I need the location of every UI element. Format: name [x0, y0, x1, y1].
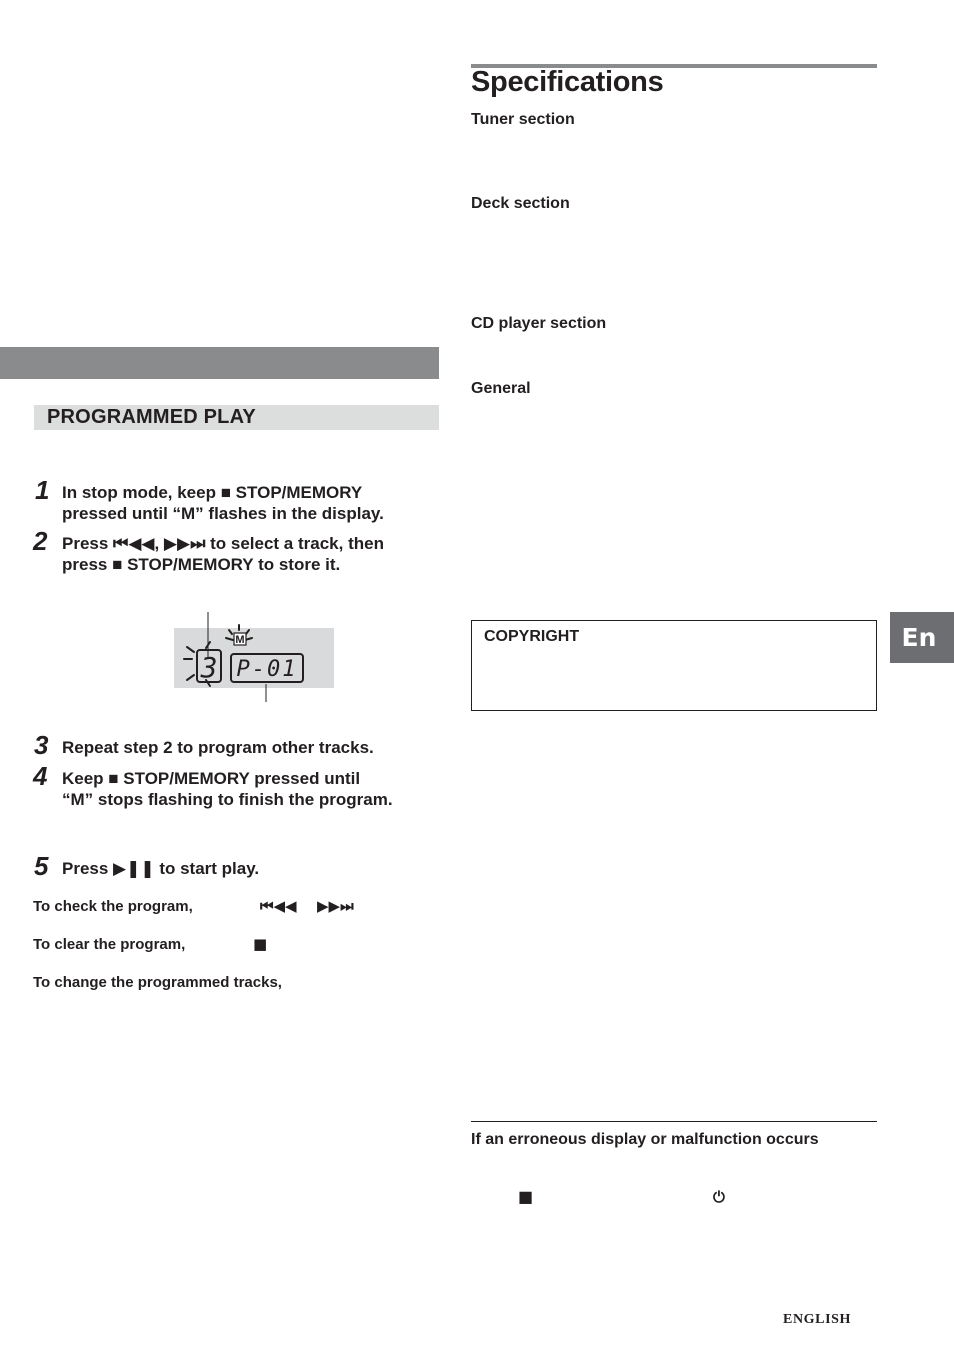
skip-back-icon: ⏮◀◀ — [260, 897, 297, 915]
step-number: 2 — [33, 526, 48, 556]
general-heading: General — [471, 380, 531, 397]
step-line: In stop mode, keep ■ STOP/MEMORY — [62, 483, 363, 502]
step-line: Repeat step 2 to program other tracks. — [62, 738, 374, 757]
decorative-gray-band — [0, 347, 439, 379]
step-number: 3 — [34, 730, 49, 760]
power-icon: ⏻ — [713, 1188, 725, 1206]
cd-heading: CD player section — [471, 315, 607, 332]
copyright-label: COPYRIGHT — [484, 628, 580, 645]
section-header-bar — [34, 405, 439, 430]
stop-icon: ■ — [253, 935, 268, 953]
step-number: 1 — [35, 475, 50, 505]
lcd-display-illustration — [170, 610, 340, 705]
note-check-program: To check the program, — [33, 898, 193, 915]
stop-icon: ■ — [518, 1187, 534, 1206]
malfunction-heading: If an erroneous display or malfunction occurs — [471, 1131, 819, 1148]
language-tab — [890, 612, 954, 663]
step-line: Keep ■ STOP/MEMORY pressed until — [62, 769, 361, 788]
step-number: 5 — [34, 851, 49, 881]
step-line: Press ▶❚❚ to start play. — [62, 859, 260, 878]
memory-indicator: M — [235, 634, 245, 646]
note-clear-program: To clear the program, — [33, 936, 186, 953]
step-line: Press ⏮◀◀, ▶▶⏭ to select a track, then — [62, 534, 384, 553]
note-change-tracks: To change the programmed tracks, — [33, 974, 282, 991]
track-digit: 3 — [200, 651, 218, 684]
language-tab-label: En — [901, 623, 937, 652]
deck-heading: Deck section — [471, 195, 570, 212]
section-title: PROGRAMMED PLAY — [47, 406, 256, 428]
tuner-heading: Tuner section — [471, 111, 575, 128]
step-line: press ■ STOP/MEMORY to store it. — [62, 555, 341, 574]
step-line: pressed until “M” flashes in the display. — [62, 504, 384, 523]
skip-forward-icon: ▶▶⏭ — [317, 897, 354, 915]
step-number: 4 — [33, 761, 48, 791]
program-readout: P-01 — [236, 657, 298, 682]
copyright-box — [471, 620, 877, 711]
section-divider — [471, 1121, 877, 1122]
footer-language: ENGLISH — [783, 1312, 851, 1327]
step-line: “M” stops flashing to finish the program. — [62, 790, 393, 809]
page-title: Specifications — [471, 66, 664, 98]
